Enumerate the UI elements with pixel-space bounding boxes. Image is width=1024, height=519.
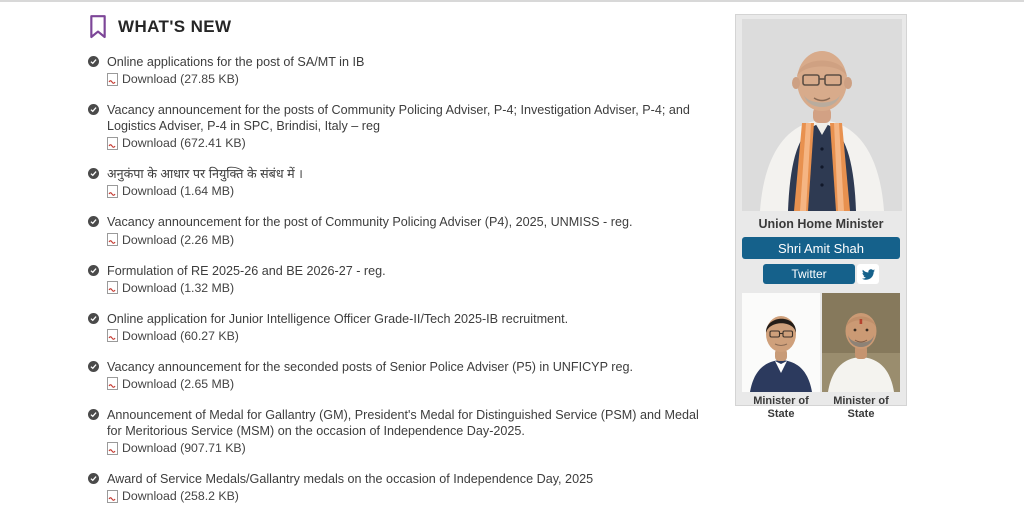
minister-of-state-right	[822, 293, 900, 421]
list-item	[88, 359, 716, 391]
download-link[interactable]	[107, 329, 568, 343]
download-link[interactable]	[107, 184, 303, 198]
pdf-file-icon	[107, 490, 118, 503]
announcement-title: Vacancy announcement for the posts of Community Policing Adviser, P-4; Investigation Adviser, P-4; and Logistics Adviser, P-4 in SPC, Brindisi, Italy – reg	[107, 103, 690, 134]
pdf-file-icon	[107, 377, 118, 390]
list-item	[88, 263, 716, 295]
twitter-row	[742, 264, 900, 284]
home-minister-photo[interactable]	[742, 19, 902, 211]
check-circle-icon	[88, 104, 99, 115]
check-circle-icon	[88, 265, 99, 276]
download-link[interactable]	[107, 377, 633, 391]
minister-of-state-left	[742, 293, 820, 421]
section-title: WHAT'S NEW	[118, 17, 232, 36]
whats-new-section	[88, 14, 716, 519]
download-label: Download (27.85 KB)	[122, 72, 239, 87]
check-circle-icon	[88, 313, 99, 324]
twitter-bird-icon[interactable]	[857, 264, 879, 284]
list-item	[88, 166, 716, 198]
download-label: Download (258.2 KB)	[122, 489, 239, 504]
check-circle-icon	[88, 168, 99, 179]
check-circle-icon	[88, 361, 99, 372]
minister-sidebar-card	[735, 14, 907, 421]
download-link[interactable]	[107, 489, 593, 503]
download-label: Download (907.71 KB)	[122, 441, 246, 456]
minister-of-state-photo[interactable]	[742, 293, 820, 392]
announcement-title: Vacancy announcement for the post of Community Policing Adviser (P4), 2025, UNMISS - reg.	[107, 215, 633, 230]
home-minister-title: Union Home Minister	[758, 217, 884, 231]
bookmark-icon	[88, 14, 108, 40]
minister-of-state-caption: Minister of State	[753, 395, 809, 421]
announcement-title: Announcement of Medal for Gallantry (GM), President's Medal for Distinguished Service (PSM) and Medal for Meritorious Service (MSM) on the occasion of Independence Day-2025.	[107, 407, 699, 438]
pdf-file-icon	[107, 442, 118, 455]
pdf-file-icon	[107, 73, 118, 86]
list-item	[88, 471, 716, 503]
minister-of-state-caption: Minister of State	[833, 395, 889, 421]
download-label: Download (672.41 KB)	[122, 136, 246, 151]
list-item	[88, 214, 716, 246]
announcement-title: अनुकंपा के आधार पर नियुक्ति के संबंध में ।	[107, 167, 303, 182]
announcement-title: Online application for Junior Intelligence Officer Grade-II/Tech 2025-IB recruitment.	[107, 311, 569, 326]
pdf-file-icon	[107, 137, 118, 150]
download-link[interactable]	[107, 233, 632, 247]
list-item	[88, 407, 716, 455]
download-link[interactable]	[107, 72, 364, 86]
announcement-title: Formulation of RE 2025-26 and BE 2026-27 - reg.	[107, 263, 386, 278]
download-label: Download (1.64 MB)	[122, 184, 235, 199]
download-label: Download (2.26 MB)	[122, 232, 235, 247]
check-circle-icon	[88, 216, 99, 227]
list-item	[88, 54, 716, 86]
pdf-file-icon	[107, 281, 118, 294]
check-circle-icon	[88, 473, 99, 484]
announcement-title: Online applications for the post of SA/MT in IB	[107, 55, 365, 69]
download-link[interactable]	[107, 441, 711, 455]
download-link[interactable]	[107, 281, 386, 295]
announcement-title: Award of Service Medals/Gallantry medals on the occasion of Independence Day, 2025	[107, 472, 594, 487]
download-link[interactable]	[107, 136, 711, 150]
pdf-file-icon	[107, 329, 118, 342]
home-minister-name-button[interactable]: Shri Amit Shah	[742, 237, 900, 259]
list-item	[88, 102, 716, 150]
download-label: Download (60.27 KB)	[122, 328, 239, 343]
section-header	[88, 14, 716, 40]
list-item	[88, 311, 716, 343]
twitter-button[interactable]: Twitter	[763, 264, 855, 284]
pdf-file-icon	[107, 185, 118, 198]
download-label: Download (1.32 MB)	[122, 280, 235, 295]
pdf-file-icon	[107, 233, 118, 246]
check-circle-icon	[88, 56, 99, 67]
announcement-title: Vacancy announcement for the seconded posts of Senior Police Adviser (P5) in UNFICYP reg.	[107, 359, 633, 374]
minister-of-state-photo[interactable]	[822, 293, 900, 392]
ministers-of-state-row	[742, 293, 900, 421]
download-label: Download (2.65 MB)	[122, 376, 235, 391]
check-circle-icon	[88, 409, 99, 420]
